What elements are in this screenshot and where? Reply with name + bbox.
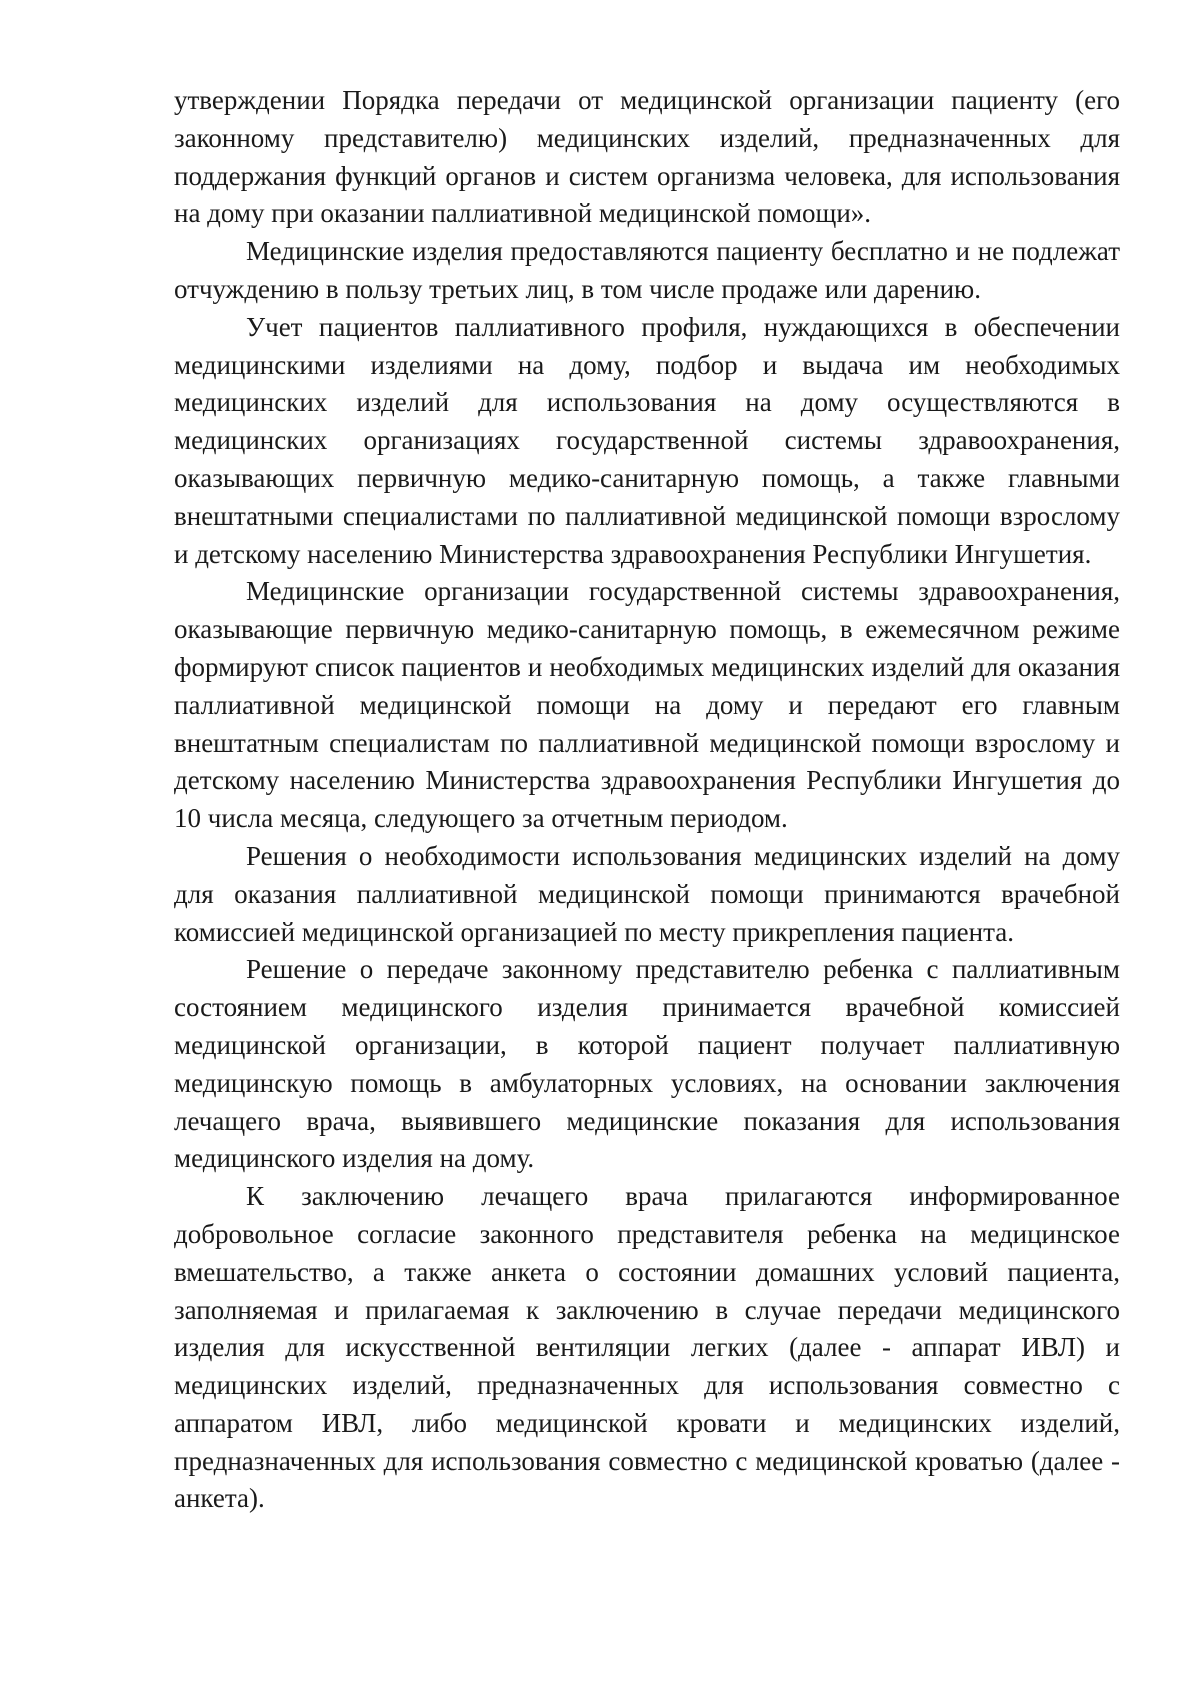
document-body [174, 82, 1120, 1518]
paragraph-commission-decision: Решения о необходимости использования медицинских изделий на дому для оказания паллиативной медицинской помощи принимаются врачебной комиссией медицинской организацией по месту прикрепления пациента. [174, 840, 1120, 947]
paragraph-free-of-charge: Медицинские изделия предоставляются пациенту бесплатно и не подлежат отчуждению в пользу третьих лиц, в том числе продаже или дарению. [174, 236, 1120, 304]
paragraph-patient-registration: Учет пациентов паллиативного профиля, нуждающихся в обеспечении медицинскими изделиями на дому, подбор и выдача им необходимых медицинских изделий для использования на дому осуществляются в медицинских организациях государственной системы здравоохранения, оказывающих первичную медико-санитарную помощь, а также главными внештатными специалистами по паллиативной медицинской помощи взрослому и детскому населению Министерства здравоохранения Республики Ингушетия. [174, 311, 1120, 569]
paragraph-monthly-list: Медицинские организации государственной системы здравоохранения, оказывающие первичную медико-санитарную помощь, в ежемесячном режиме формируют список пациентов и необходимых медицинских изделий для оказания паллиативной медицинской помощи на дому и передают его главным внештатным специалистам по паллиативной медицинской помощи взрослому и детскому населению Министерства здравоохранения Республики Ингушетия до 10 числа месяца, следующего за отчетным периодом. [174, 576, 1120, 834]
paragraph-transfer-decision: Решение о передаче законному представителю ребенка с паллиативным состоянием медицинского изделия принимается врачебной комиссией медицинской организации, в которой пациент получает паллиативную медицинскую помощь в амбулаторных условиях, на основании заключения лечащего врача, выявившего медицинские показания для использования медицинского изделия на дому. [174, 954, 1120, 1174]
paragraph-attachments: К заключению лечащего врача прилагаются информированное добровольное согласие законного представителя ребенка на медицинское вмешательство, а также анкета о состоянии домашних условий пациента, заполняемая и прилагаемая к заключению в случае передачи медицинского изделия для искусственной вентиляции легких (далее - аппарат ИВЛ) и медицинских изделий, предназначенных для использования совместно с аппаратом ИВЛ, либо медицинской кровати и медицинских изделий, предназначенных для использования совместно с медицинской кроватью (далее - анкета). [174, 1181, 1120, 1514]
paragraph-order-reference: утверждении Порядка передачи от медицинской организации пациенту (его законному представителю) медицинских изделий, предназначенных для поддержания функций органов и систем организма человека, для использования на дому при оказании паллиативной медицинской помощи». [174, 85, 1120, 229]
